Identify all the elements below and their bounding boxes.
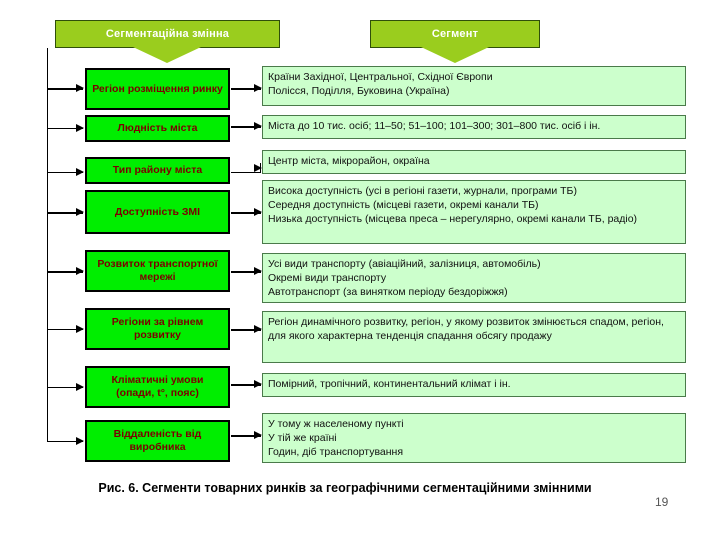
arrowhead-icon (254, 208, 262, 216)
connector-5 (231, 271, 261, 273)
variable-box-6-label: Регіони за рівнем розвитку (111, 316, 204, 341)
branch-arrow-8 (47, 441, 83, 442)
chevron-down-icon-variable (133, 47, 201, 63)
segment-line: Регіон динамічного розвитку, регіон, у якому розвиток змінюється спадом, регіон, для якого характерна тенденція спадання обсягу продажу (268, 316, 664, 342)
segment-line: Міста до 10 тис. осіб; 11–50; 51–100; 101–300; 301–800 тис. осіб і ін. (268, 120, 601, 132)
variable-box-2-label: Людність міста (117, 122, 198, 134)
segment-line: У тому ж населеному пункті (268, 418, 404, 430)
connector-3 (231, 172, 261, 173)
arrowhead-icon (254, 122, 262, 130)
variable-box-4-label: Доступність ЗМІ (114, 205, 201, 218)
arrowhead-icon (76, 124, 84, 132)
segment-box-3[interactable] (262, 150, 686, 174)
segment-box-2[interactable] (262, 115, 686, 139)
variable-box-3[interactable] (85, 157, 230, 184)
variable-box-1[interactable] (85, 68, 230, 110)
header-segment-label: Сегмент (431, 28, 479, 40)
connector-1 (231, 88, 261, 90)
branch-arrow-3 (47, 172, 83, 173)
segment-line: Окремі види транспорту (268, 272, 387, 284)
segment-line: Полісся, Поділля, Буковина (Україна) (268, 85, 450, 97)
variable-box-2[interactable] (85, 115, 230, 142)
arrowhead-icon (76, 325, 84, 333)
arrowhead-icon (76, 267, 84, 275)
segment-line: Автотранспорт (за винятком періоду бездоріжжя) (268, 286, 508, 298)
segment-line: Усі види транспорту (авіаційний, залізниця, автомобіль) (268, 258, 541, 270)
segment-line: Низька доступність (місцева преса – нерегулярно, окремі канали ТБ, радіо) (268, 213, 638, 225)
variable-box-8[interactable] (85, 420, 230, 462)
connector-2 (231, 126, 261, 128)
segment-box-1[interactable] (262, 66, 686, 106)
segment-box-8[interactable] (262, 413, 686, 463)
segment-box-7[interactable] (262, 373, 686, 397)
branch-arrow-4 (47, 212, 83, 214)
arrowhead-icon (254, 267, 262, 275)
header-segmentation-variable-label: Сегментаційна змінна (105, 28, 230, 40)
arrowhead-icon (254, 431, 262, 439)
variable-box-4[interactable] (85, 190, 230, 234)
connector-4 (231, 212, 261, 214)
arrowhead-icon (76, 208, 84, 216)
trunk-line (47, 48, 48, 442)
variable-box-5[interactable] (85, 250, 230, 292)
arrowhead-icon (76, 84, 84, 92)
header-segment (370, 20, 540, 48)
segment-line: Висока доступність (усі в регіоні газети, журнали, програми ТБ) (268, 185, 577, 197)
segment-line: Країни Західної, Центральної, Східної Європи (268, 71, 493, 83)
arrowhead-icon (76, 383, 84, 391)
segment-box-4[interactable] (262, 180, 686, 244)
variable-box-6[interactable] (85, 308, 230, 350)
branch-arrow-7 (47, 387, 83, 388)
page-number: 19 (655, 495, 669, 509)
arrowhead-icon (254, 380, 262, 388)
figure-caption: Рис. 6. Сегменти товарних ринків за географічними сегментаційними змінними (98, 481, 592, 495)
arrowhead-icon (254, 325, 262, 333)
variable-box-5-label: Розвиток транспортної мережі (97, 258, 218, 283)
connector-6 (231, 329, 261, 331)
branch-arrow-6 (47, 329, 83, 330)
variable-box-8-label: Віддаленість від виробника (113, 428, 202, 453)
arrowhead-icon (76, 437, 84, 445)
branch-arrow-1 (47, 88, 83, 90)
segment-line: У тій же країні (268, 432, 337, 444)
branch-arrow-5 (47, 271, 83, 273)
variable-box-1-label: Регіон розміщення ринку (92, 82, 223, 95)
segment-line: Середня доступність (місцеві газети, окремі канали ТБ) (268, 199, 539, 211)
connector-8 (231, 435, 261, 437)
variable-box-7-label: Кліматичні умови (опади, t°, пояс) (111, 374, 204, 399)
segment-box-6[interactable] (262, 311, 686, 363)
arrowhead-icon (254, 84, 262, 92)
connector-7 (231, 384, 261, 386)
branch-arrow-2 (47, 128, 83, 129)
header-segmentation-variable (55, 20, 280, 48)
segment-line: Помірний, тропічний, континентальний клімат і ін. (268, 378, 511, 390)
chevron-down-icon-segment (421, 47, 489, 63)
segment-box-5[interactable] (262, 253, 686, 303)
variable-box-7[interactable] (85, 366, 230, 408)
segment-line: Годин, діб транспортування (268, 446, 404, 458)
connector-elbow (260, 163, 261, 173)
arrowhead-icon (76, 168, 84, 176)
variable-box-3-label: Тип району міста (112, 164, 203, 176)
segment-line: Центр міста, мікрорайон, окраїна (268, 155, 430, 167)
